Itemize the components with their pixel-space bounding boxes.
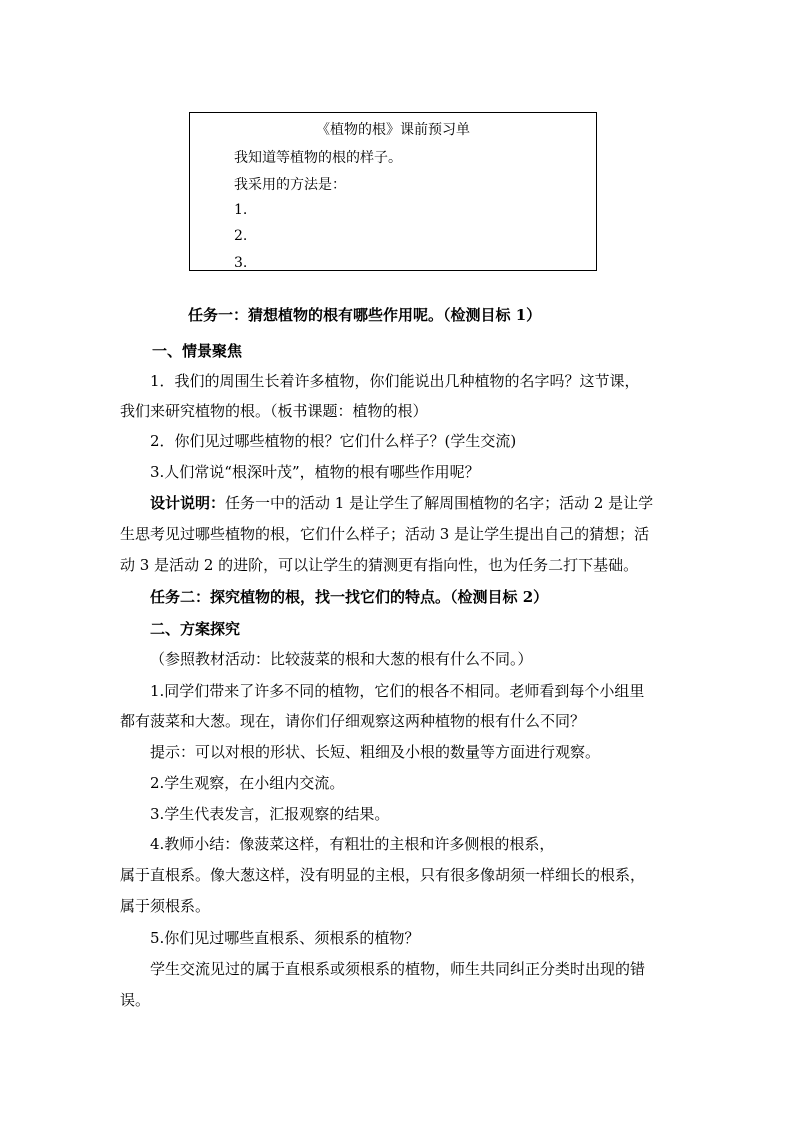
preview-line: 1. (234, 202, 248, 218)
paragraph: 我们来研究植物的根。（板书课题：植物的根） (120, 402, 428, 420)
design-note (150, 492, 653, 513)
paragraph: 属于须根系。 (120, 897, 211, 915)
paragraph: 都有菠菜和大葱。现在，请你们仔细观察这两种植物的根有什么不同？ (120, 712, 586, 730)
design-note-label: 设计说明： (150, 494, 226, 512)
preview-line: 我采用的方法是： (234, 177, 346, 193)
paragraph: 4.教师小结：像菠菜这样，有粗壮的主根和许多侧根的根系， (150, 835, 555, 853)
section1-heading: 一、情景聚焦 (152, 342, 243, 360)
paragraph: 属于直根系。像大葱这样，没有明显的主根，只有很多像胡须一样细长的根系， (120, 866, 646, 884)
task2-heading: 任务二：探究植物的根，找一找它们的特点。（检测目标 2） (150, 588, 549, 606)
preview-line: 2. (234, 228, 248, 244)
preview-sheet-title: 《植物的根》课前预习单 (316, 122, 470, 138)
paragraph: 生思考见过哪些植物的根，它们什么样子；活动 3 是让学生提出自己的猜想；活 (120, 525, 650, 543)
paragraph: 3.人们常说“根深叶茂”，植物的根有哪些作用呢？ (150, 463, 480, 481)
paragraph: 误。 (120, 991, 151, 1009)
paragraph: 1．我们的周围生长着许多植物，你们能说出几种植物的名字吗？这节课， (150, 372, 640, 390)
preview-sheet-box (189, 112, 597, 271)
preview-line: 我知道等植物的根的样子。 (234, 150, 402, 166)
paragraph: 3.学生代表发言，汇报观察的结果。 (150, 805, 390, 823)
paragraph: 1.同学们带来了许多不同的植物，它们的根各不相同。老师看到每个小组里 (150, 682, 645, 700)
paragraph: 5.你们见过哪些直根系、须根系的植物？ (150, 929, 420, 947)
paragraph: 动 3 是活动 2 的进阶，可以让学生的猜测更有指向性，也为任务二打下基础。 (120, 556, 639, 574)
section2-heading: 二、方案探究 (150, 620, 241, 638)
preview-line: 3. (234, 255, 248, 271)
paragraph: 提示：可以对根的形状、长短、粗细及小根的数量等方面进行观察。 (150, 743, 601, 761)
paragraph: 2.学生观察，在小组内交流。 (150, 774, 345, 792)
paragraph: 学生交流见过的属于直根系或须根系的植物，师生共同纠正分类时出现的错 (150, 960, 646, 978)
paragraph: 2．你们见过哪些植物的根？它们什么样子？(学生交流) (150, 432, 517, 450)
paragraph: （参照教材活动：比较菠菜的根和大葱的根有什么不同。） (150, 650, 533, 668)
design-note-text: 任务一中的活动 1 是让学生了解周围植物的名字；活动 2 是让学 (225, 494, 654, 512)
task1-heading: 任务一：猜想植物的根有哪些作用呢。（检测目标 1） (188, 306, 542, 324)
